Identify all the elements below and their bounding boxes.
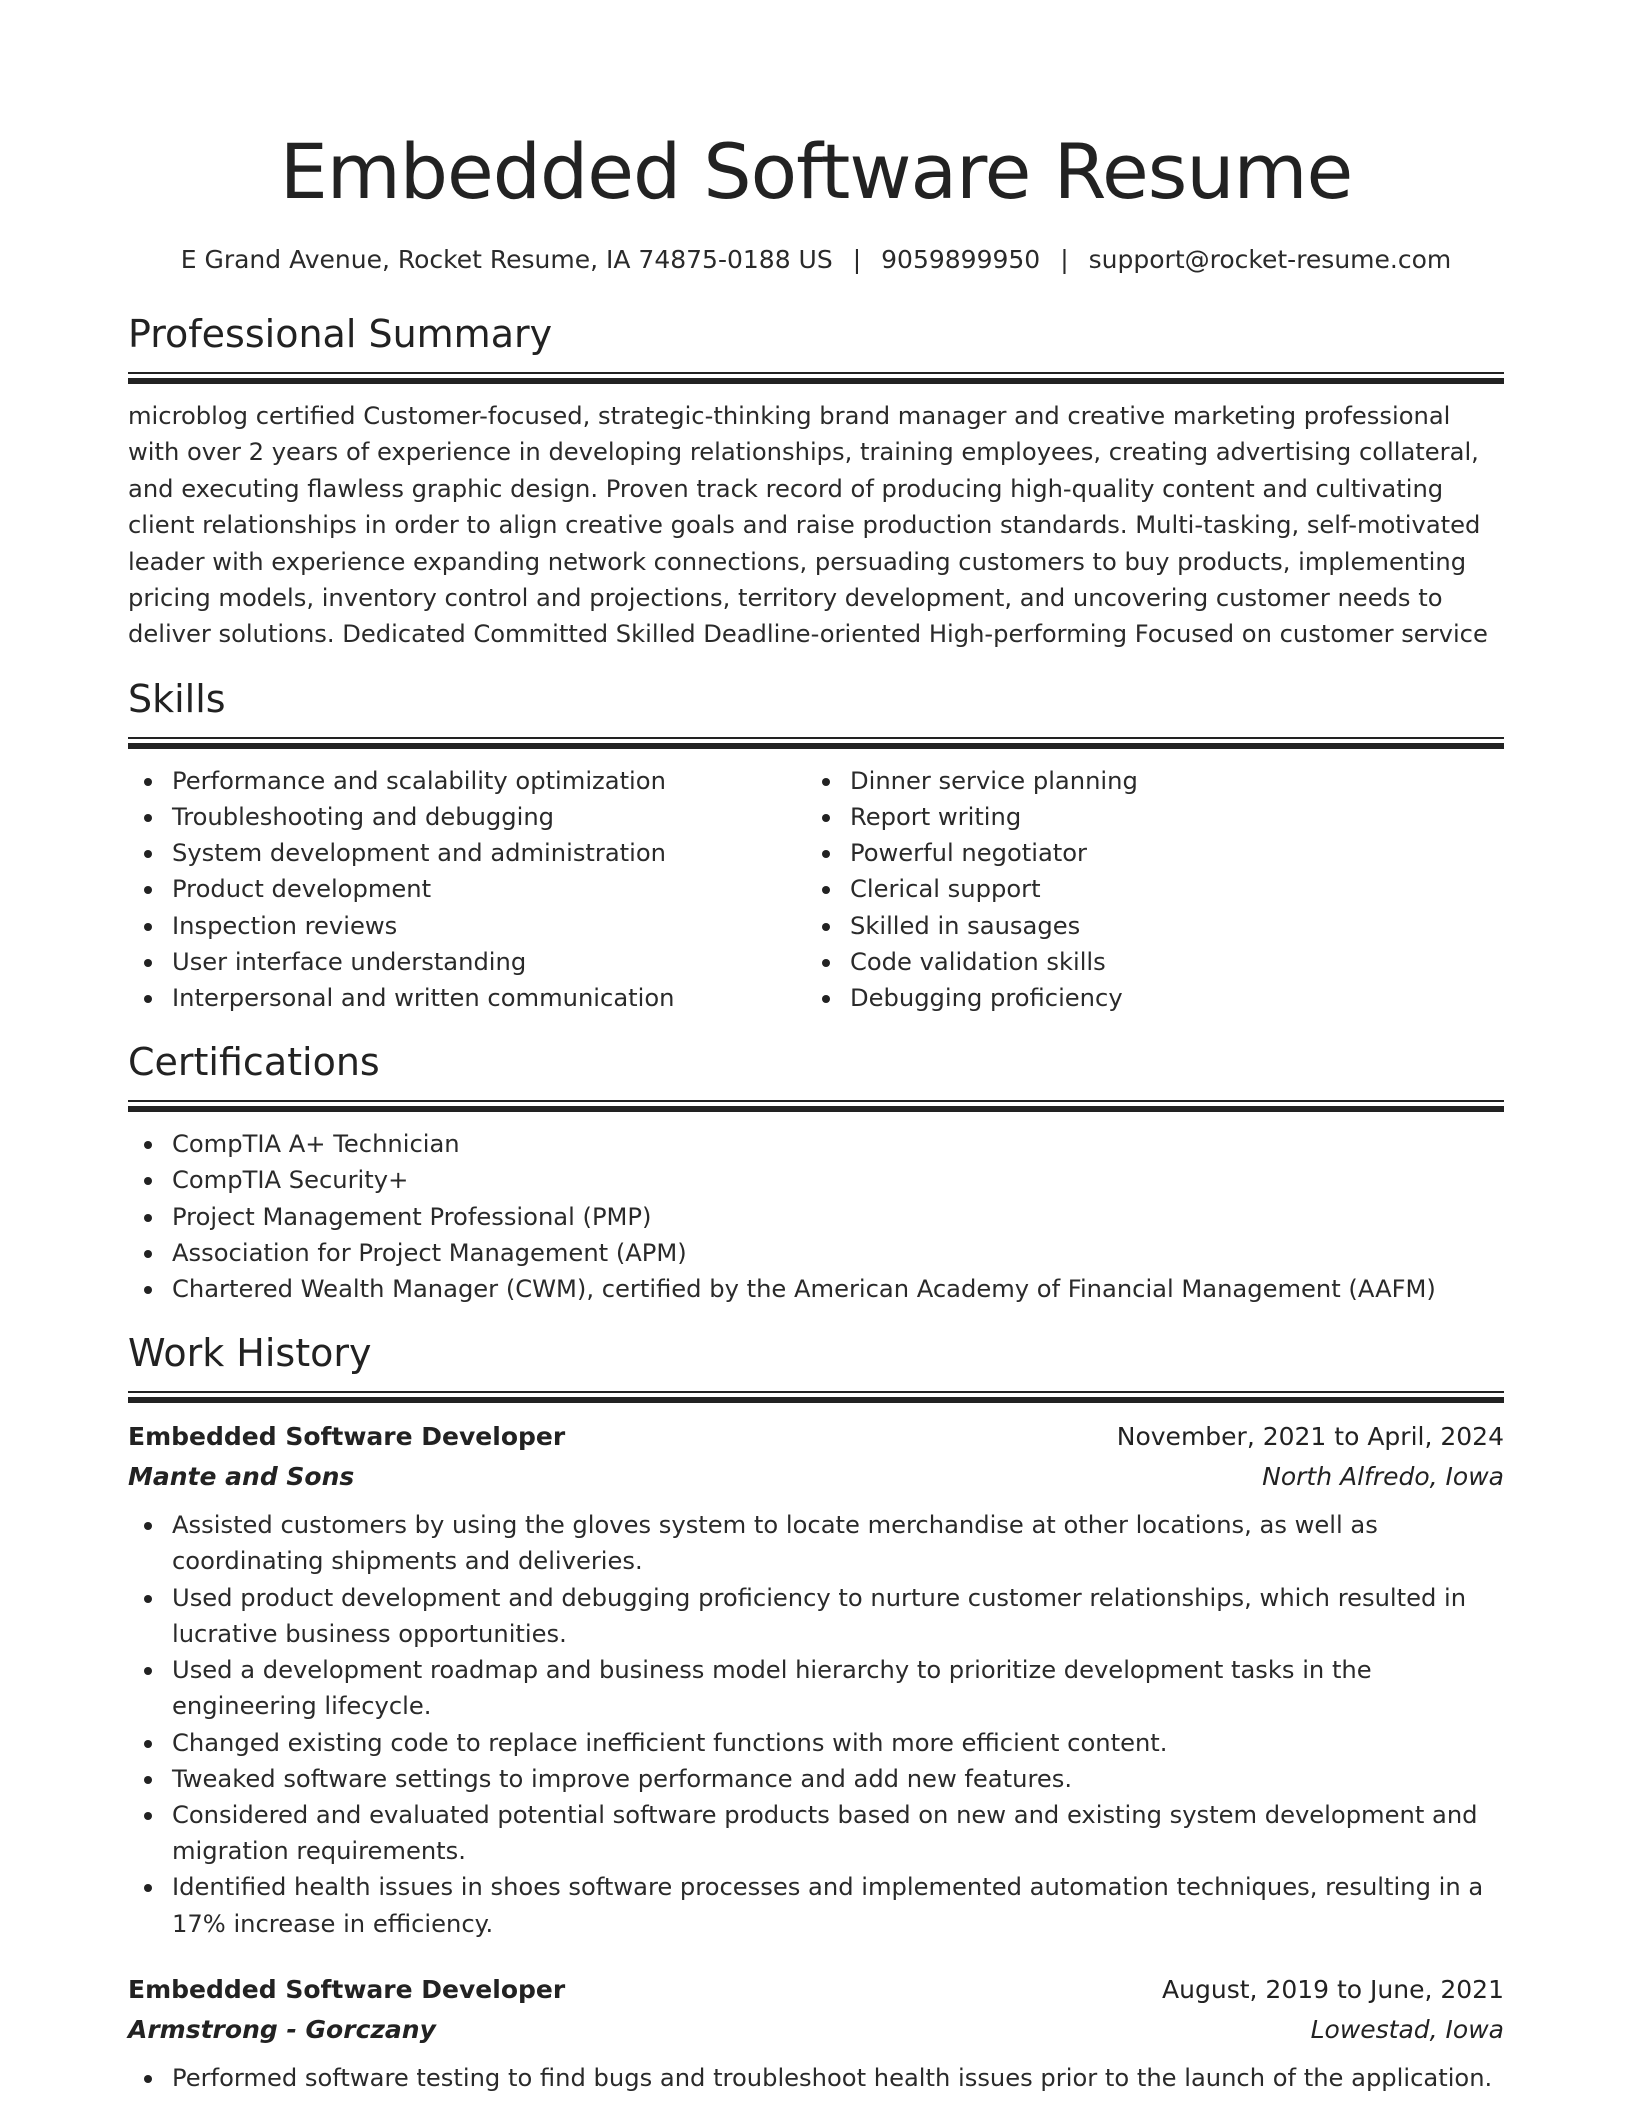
skill-item: Dinner service planning <box>806 763 1484 799</box>
certifications-list <box>128 1126 1504 1307</box>
section-title-skills: Skills <box>128 676 226 721</box>
skill-item: Troubleshooting and debugging <box>128 799 806 835</box>
job-dates: August, 2019 to June, 2021 <box>1162 1974 1504 2004</box>
contact-separator: | <box>1060 245 1069 274</box>
skill-item: Report writing <box>806 799 1484 835</box>
contact-address: E Grand Avenue, Rocket Resume, IA 74875-0188 US <box>180 245 833 274</box>
skill-item: Performance and scalability optimization <box>128 763 806 799</box>
job-location: North Alfredo, Iowa <box>1262 1462 1504 1492</box>
job-location: Lowestad, Iowa <box>1310 2014 1504 2044</box>
job-bullet: Performed software testing to find bugs and troubleshoot health issues prior to the launch of the application. <box>128 2060 1504 2096</box>
job-bullet: Used a development roadmap and business model hierarchy to prioritize development tasks in the engineering lifecycle. <box>128 1652 1504 1724</box>
certification-item: Chartered Wealth Manager (CWM), certified by the American Academy of Financial Management (AAFM) <box>128 1271 1504 1307</box>
skills-list-left <box>128 763 806 1016</box>
skill-item: Skilled in sausages <box>806 908 1484 944</box>
summary-section <box>128 310 1504 653</box>
job-header-row <box>128 1417 1504 1457</box>
job-bullet: Used product development and debugging proficiency to nurture customer relationships, which resulted in lucrative business opportunities. <box>128 1580 1504 1652</box>
job-dates: November, 2021 to April, 2024 <box>1116 1422 1504 1452</box>
job-entry <box>128 1970 1504 2096</box>
skill-item: User interface understanding <box>128 944 806 980</box>
job-bullet: Identified health issues in shoes software processes and implemented automation techniques, resulting in a 17% increase in efficiency. <box>128 1869 1504 1941</box>
work-history-section <box>128 1329 1504 2096</box>
job-company-row <box>128 2010 1504 2050</box>
contact-line <box>128 244 1504 276</box>
section-divider <box>128 1100 1504 1112</box>
section-title-certifications: Certifications <box>128 1040 380 1085</box>
contact-email: support@rocket-resume.com <box>1088 245 1452 274</box>
section-divider <box>128 737 1504 749</box>
job-title: Embedded Software Developer <box>128 1422 566 1452</box>
skill-item: Interpersonal and written communication <box>128 980 806 1016</box>
skills-section <box>128 675 1504 1016</box>
job-bullets <box>128 2060 1504 2096</box>
skill-item: Inspection reviews <box>128 908 806 944</box>
contact-separator: | <box>852 245 862 274</box>
job-title: Embedded Software Developer <box>128 1974 566 2004</box>
skill-item: System development and administration <box>128 835 806 871</box>
job-company: Mante and Sons <box>128 1462 355 1492</box>
job-company: Armstrong - Gorczany <box>128 2014 436 2044</box>
job-bullet: Assisted customers by using the gloves system to locate merchandise at other locations, as well as coordinating shipments and deliveries. <box>128 1507 1504 1579</box>
job-company-row <box>128 1457 1504 1497</box>
skill-item: Code validation skills <box>806 944 1484 980</box>
job-bullets <box>128 1507 1504 1941</box>
job-bullet: Changed existing code to replace inefficient functions with more efficient content. <box>128 1725 1504 1761</box>
resume-name: Embedded Software Resume <box>279 127 1353 216</box>
certification-item: CompTIA A+ Technician <box>128 1126 1504 1162</box>
skill-item: Debugging proficiency <box>806 980 1484 1016</box>
certifications-section <box>128 1038 1504 1307</box>
certification-item: Association for Project Management (APM) <box>128 1235 1504 1271</box>
certification-item: Project Management Professional (PMP) <box>128 1199 1504 1235</box>
summary-text: microblog certified Customer-focused, strategic-thinking brand manager and creative marketing professional with over 2 years of experience in developing relationships, training employees, creating advertising collateral, and executing flawless graphic design. Proven track record of producing high-quality content and cultivating client relationships in order to align creative goals and raise production standards. Multi-tasking, self-motivated leader with experience expanding network connections, persuading customers to buy products, implementing pricing models, inventory control and projections, territory development, and uncovering customer needs to deliver solutions. Dedicated Committed Skilled Deadline-oriented High-performing Focused on customer service <box>128 402 1488 649</box>
job-header-row <box>128 1970 1504 2010</box>
section-divider <box>128 372 1504 384</box>
resume-page <box>128 0 1504 2096</box>
job-bullet: Tweaked software settings to improve performance and add new features. <box>128 1761 1504 1797</box>
skill-item: Powerful negotiator <box>806 835 1484 871</box>
job-bullet: Considered and evaluated potential software products based on new and existing system development and migration requirements. <box>128 1797 1504 1869</box>
skills-list-right <box>806 763 1484 1016</box>
skills-columns <box>128 763 1504 1016</box>
certification-item: CompTIA Security+ <box>128 1162 1504 1198</box>
skill-item: Clerical support <box>806 871 1484 907</box>
section-title-summary: Professional Summary <box>128 312 553 356</box>
contact-phone: 9059899950 <box>881 245 1041 274</box>
section-title-work-history: Work History <box>128 1331 372 1376</box>
job-entry <box>128 1417 1504 1941</box>
skill-item: Product development <box>128 871 806 907</box>
section-divider <box>128 1391 1504 1403</box>
